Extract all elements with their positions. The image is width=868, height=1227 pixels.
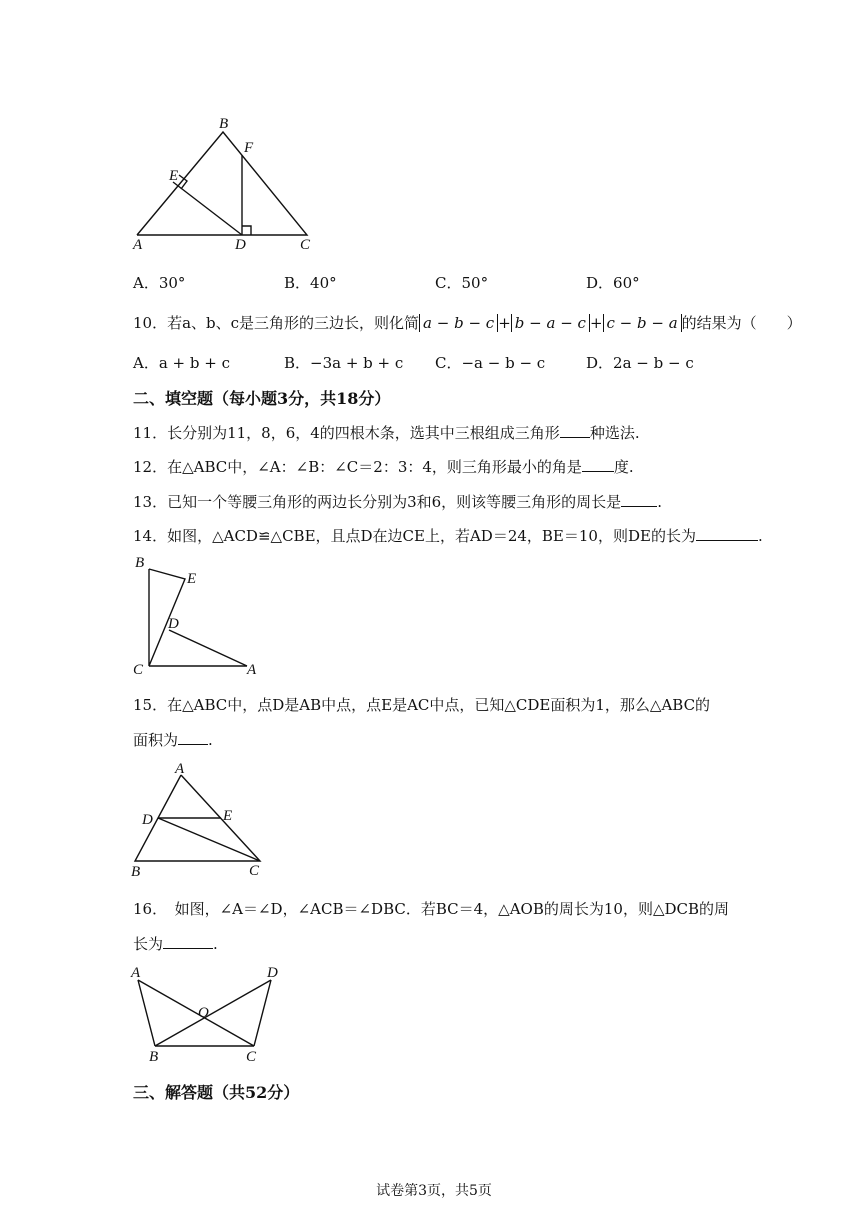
- label-e: E: [223, 808, 233, 824]
- q10-option-d: D．2a − b − c: [586, 354, 694, 372]
- question-13: [133, 491, 662, 512]
- label-a: A: [133, 237, 143, 253]
- q10-abs-term-1: a − b − c: [419, 314, 498, 332]
- q15-blank: [178, 730, 208, 745]
- q11-blank: [560, 423, 590, 438]
- question-12: [133, 456, 634, 477]
- q13-blank: [621, 492, 657, 507]
- question-14: [133, 525, 763, 546]
- question-16-line1: 16． 如图，∠A＝∠D，∠ACB＝∠DBC．若BC＝4，△AOB的周长为10，则△DCB的周: [133, 900, 730, 918]
- segment-cd: [254, 980, 271, 1046]
- q10-abs-term-3: c − b − a: [603, 314, 682, 332]
- label-a: A: [247, 662, 257, 678]
- question-16-line2: [133, 933, 218, 954]
- label-d: D: [142, 812, 153, 828]
- q9-option-d: D．60°: [586, 274, 640, 292]
- question-15-line2: [133, 729, 213, 750]
- question-10: [133, 312, 802, 333]
- q10-abs-term-2: b − a − c: [511, 314, 590, 332]
- q10-option-b: B．−3a + b + c: [284, 354, 404, 372]
- segment-ad: [169, 630, 247, 666]
- q10-text-post: 的结果为（ ）: [681, 314, 802, 332]
- label-e: E: [187, 571, 197, 587]
- segment-db: [155, 980, 271, 1046]
- label-b: B: [149, 1049, 159, 1065]
- q15-figure: [125, 757, 275, 882]
- q13-text: 13．已知一个等腰三角形的两边长分别为3和6，则该等腰三角形的周长是: [133, 493, 622, 511]
- segment-dc: [158, 818, 260, 861]
- q14-blank: [696, 526, 758, 541]
- q14-suffix: .: [757, 527, 763, 545]
- q9-option-c: C．50°: [435, 274, 489, 292]
- segment-ab: [138, 980, 155, 1046]
- label-a: A: [175, 761, 185, 777]
- label-d: D: [235, 237, 246, 253]
- label-b: B: [131, 864, 141, 880]
- label-c: C: [246, 1049, 257, 1065]
- question-15-line1: 15．在△ABC中，点D是AB中点，点E是AC中点，已知△CDE面积为1，那么△ABC的: [133, 696, 711, 714]
- q13-suffix: .: [657, 493, 662, 511]
- q10-option-c: C．−a − b − c: [435, 354, 546, 372]
- q12-text: 12．在△ABC中，∠A：∠B：∠C＝2：3：4，则三角形最小的角是: [133, 458, 582, 476]
- segment-ac: [138, 980, 254, 1046]
- q10-plus-1: +: [498, 314, 511, 332]
- q15-text: 面积为: [133, 731, 179, 749]
- question-11: [133, 422, 640, 443]
- label-b: B: [219, 116, 229, 132]
- q10-text-pre: 10．若a、b、c是三角形的三边长，则化简: [133, 314, 420, 332]
- label-a: A: [131, 965, 141, 981]
- q9-option-a: A．30°: [133, 274, 186, 292]
- label-c: C: [300, 237, 311, 253]
- q14-figure: [125, 550, 275, 680]
- section-3-title: 三、解答题（共52分）: [133, 1083, 300, 1102]
- segment-de: [173, 182, 242, 235]
- q9-option-b: B．40°: [284, 274, 337, 292]
- q15-suffix: .: [208, 731, 213, 749]
- label-b: B: [135, 555, 145, 571]
- label-d: D: [267, 965, 278, 981]
- label-e: E: [169, 168, 179, 184]
- label-c: C: [249, 863, 260, 879]
- page-footer: 试卷第3页，共5页: [376, 1183, 492, 1199]
- q9-figure: [125, 110, 325, 255]
- section-2-title: 二、填空题（每小题3分，共18分）: [133, 389, 391, 408]
- right-angle-mark-d: [242, 226, 251, 235]
- label-f: F: [244, 140, 254, 156]
- q14-text: 14．如图，△ACD≌△CBE，且点D在边CE上，若AD＝24，BE＝10，则DE的长为: [133, 527, 696, 545]
- q16-blank: [163, 934, 213, 949]
- q10-plus-2: +: [589, 314, 603, 332]
- q16-suffix: .: [213, 935, 218, 953]
- q16-figure: [125, 960, 290, 1070]
- q11-text: 11．长分别为11，8，6，4的四根木条，选其中三根组成三角形: [133, 424, 560, 442]
- q12-suffix: 度.: [613, 458, 634, 476]
- q16-text: 长为: [133, 935, 164, 953]
- triangle-bce: [149, 569, 185, 666]
- q10-option-a: A．a + b + c: [133, 354, 230, 372]
- label-d: D: [168, 616, 179, 632]
- label-o: O: [198, 1005, 209, 1021]
- label-c: C: [133, 662, 144, 678]
- q12-blank: [582, 457, 614, 472]
- q11-suffix: 种选法.: [589, 424, 640, 442]
